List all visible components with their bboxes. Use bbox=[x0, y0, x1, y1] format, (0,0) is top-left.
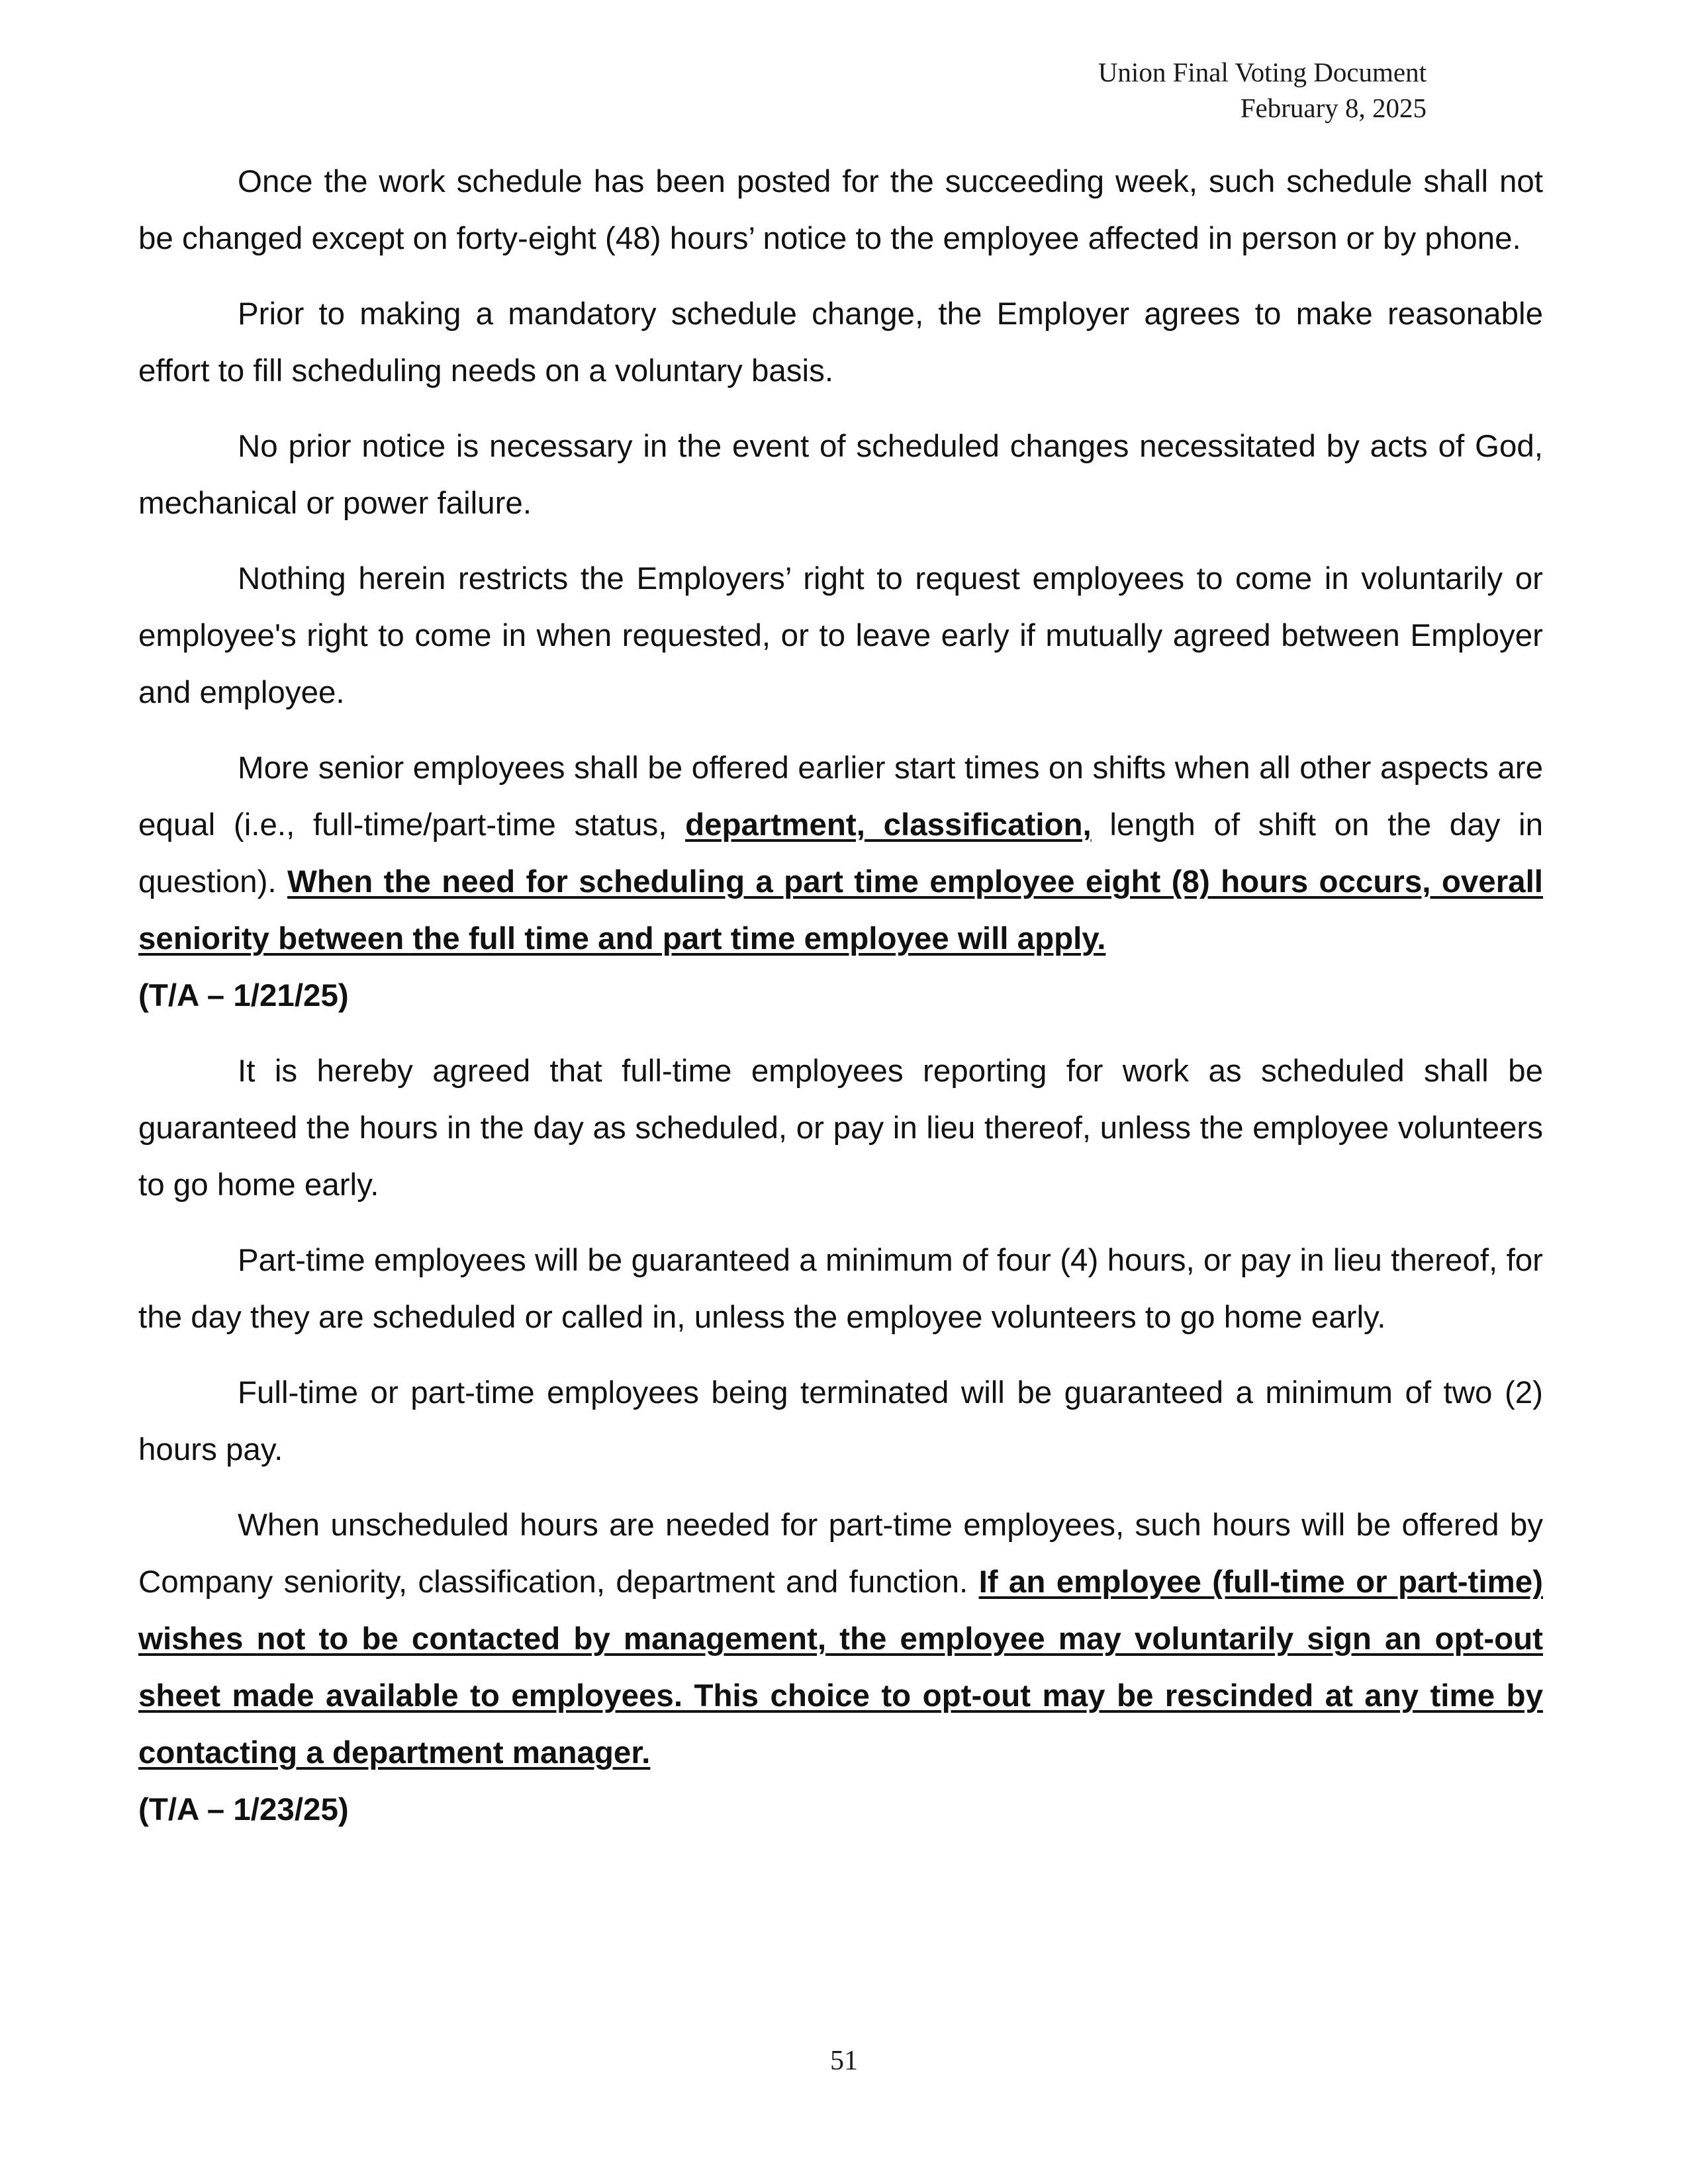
unscheduled-hours-amendment: If an employee (full-time or part-time) wishes not to be contacted by management, the employee may voluntarily sign an opt-out sheet made available to employees. This choice to opt-out may be rescinded at any time by contacting a department manager. bbox=[138, 1565, 1543, 1770]
unscheduled-hours-text: When unscheduled hours are needed for part-time employees, such hours will be offered by Company seniority, classification, department and function. bbox=[138, 1508, 1543, 1600]
senior-start-text-1: More senior employees shall be offered earlier start times on shifts when all other aspects are equal (i.e., full-time/part-time status, bbox=[138, 751, 1543, 842]
header-title: Union Final Voting Document bbox=[1098, 57, 1427, 87]
paragraph-full-time-guarantee: It is hereby agreed that full-time employees reporting for work as scheduled shall be guaranteed the hours in the day as scheduled, or pay in lieu thereof, unless the employee volunteers to go home early. bbox=[138, 1054, 1543, 1203]
header-date: February 8, 2025 bbox=[1240, 93, 1427, 123]
paragraph-senior-start-times bbox=[138, 740, 1543, 968]
senior-start-text-2: length of shift on the day in question). bbox=[138, 807, 1543, 899]
paragraph-employer-rights: Nothing herein restricts the Employers’ right to request employees to come in voluntarily or employee's right to come in when requested, or to leave early if mutually agreed between Employer and employee. bbox=[138, 561, 1543, 710]
page-number: 51 bbox=[830, 2046, 858, 2076]
senior-start-amendment-1: department, classification, bbox=[685, 807, 1092, 842]
paragraph-unscheduled-hours bbox=[138, 1497, 1543, 1782]
tentative-agreement-date: (T/A – 1/21/25) bbox=[138, 978, 349, 1013]
paragraph-termination-pay: Full-time or part-time employees being terminated will be guaranteed a minimum of two (2) hours pay. bbox=[138, 1375, 1543, 1467]
senior-start-amendment-2: When the need for scheduling a part time employee eight (8) hours occurs, overall seniority between the full time and part time employee will apply. bbox=[138, 864, 1543, 956]
paragraph-mandatory-change: Prior to making a mandatory schedule change, the Employer agrees to make reasonable effort to fill scheduling needs on a voluntary basis. bbox=[138, 296, 1543, 388]
paragraph-part-time-guarantee: Part-time employees will be guaranteed a minimum of four (4) hours, or pay in lieu thereof, for the day they are scheduled or called in, unless the employee volunteers to go home early. bbox=[138, 1243, 1543, 1335]
tentative-agreement-date: (T/A – 1/23/25) bbox=[138, 1792, 349, 1827]
document-body bbox=[138, 154, 1543, 1857]
document-header bbox=[1098, 54, 1427, 126]
paragraph-no-prior-notice: No prior notice is necessary in the event of scheduled changes necessitated by acts of God, mechanical or power failure. bbox=[138, 429, 1543, 521]
paragraph-schedule-posting: Once the work schedule has been posted for the succeeding week, such schedule shall not be changed except on forty-eight (48) hours’ notice to the employee affected in person or by phone. bbox=[138, 164, 1543, 256]
